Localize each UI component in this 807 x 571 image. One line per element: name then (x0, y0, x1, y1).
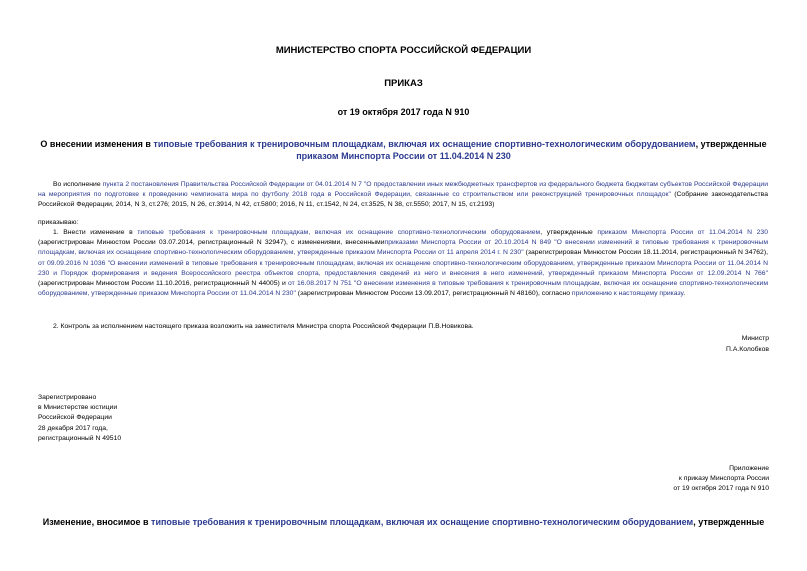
title-prefix: О внесении изменения в (40, 139, 154, 149)
preamble-text-1: Во исполнение (53, 181, 103, 188)
title-link-requirements[interactable]: типовые требования к тренировочным площадкам, включая их оснащение спортивно-технологическим оборудованием (153, 139, 696, 149)
item1-text-1: 1. Внести изменение в (53, 229, 138, 236)
date-number-heading: от 19 октября 2017 года N 910 (337, 107, 470, 117)
registration-line-5: регистрационный N 49510 (38, 434, 122, 442)
item-2-paragraph: 2. Контроль за исполнением настоящего приказа возложить на заместителя Министра спорта Российской Федерации П.В.Новикова. (53, 323, 474, 330)
appendix-line-2: к приказу Минспорта России (678, 475, 769, 483)
item1-link-order-849[interactable]: приказами Минспорта России от 20.10.2014 N 849 "О внесении изменений в типовые требования к тренировочным площадкам, включая их оснащение спортивно-технологическим оборудованием, утвержденные приказом Минспорта России от 11 апреля 2014 г. N 230" (38, 239, 768, 257)
preamble-paragraph (38, 180, 768, 211)
item1-link-requirements[interactable]: типовые требования к тренировочным площадкам, включая их оснащение спортивно-технологическим оборудованием (137, 229, 541, 236)
order-word: приказываю: (38, 219, 79, 226)
appendix-line-1: Приложение (729, 465, 769, 472)
item1-link-appendix[interactable]: приложению к настоящему приказу (571, 290, 684, 298)
preamble-link-decree[interactable]: пункта 2 постановления Правительства Российской Федерации от 04.01.2014 N 7 "О предоставлении иных межбюджетных трансфертов из федерального бюджета бюджетам субъектов Российской Федерации на мероприятия по подготовке к проведению чемпионата мира по футболу 2018 года в Российской Федерации, связанные со строительством или реконструкцией тренировочных площадок" (38, 181, 768, 199)
item1-text-2: , утвержденные (540, 229, 598, 236)
doc-type-heading: ПРИКАЗ (384, 78, 423, 89)
signature-position: Министр (741, 335, 769, 342)
registration-line-1: Зарегистрировано (38, 394, 97, 401)
appendix-block (673, 464, 769, 495)
registration-line-2: в Министерстве юстиции (38, 404, 118, 412)
registration-line-4: 28 декабря 2017 года, (38, 424, 108, 432)
item1-link-order-1036[interactable]: от 09.09.2016 N 1036 "О внесении изменений в типовые требования к тренировочным площадкам, включая их оснащение спортивно-технологическим оборудованием, утвержденные приказом Минспорта России от 11.04.2014 N 230 и Порядок формирования и ведения Всероссийского реестра объектов спорта, предоставления сведений из него и внесения в него изменений, утвержденный приказом Минспорта России от 12.09.2014 N 766" (38, 259, 768, 277)
item1-text-5: (зарегистрирован Минюстом России 11.10.2016, регистрационный N 44005) и (38, 280, 288, 288)
appendix-title (0, 517, 807, 527)
appendix-title-suffix: , утвержденные (693, 517, 765, 527)
appendix-title-prefix: Изменение, вносимое в (42, 517, 152, 527)
item1-link-order-751[interactable]: от 16.08.2017 N 751 "О внесении изменения в типовые требования к тренировочным площадкам, включая их оснащение спортивно-технологическим оборудованием, утвержденные приказом Минспорта России от 11.04.2014 N 230" (38, 280, 768, 298)
order-title (0, 138, 807, 162)
signature-block (726, 334, 769, 355)
title-middle: , утвержденные (695, 139, 767, 149)
item1-text-6: (зарегистрирован Минюстом России 13.09.2017, регистрационный N 48160), согласно (295, 290, 572, 298)
appendix-title-link[interactable]: типовые требования к тренировочным площадкам, включая их оснащение спортивно-технологическим оборудованием (151, 517, 694, 527)
title-link-order-230[interactable]: приказом Минспорта России от 11.04.2014 N 230 (296, 151, 511, 161)
preamble-text-2: (Собрание законодательства Российской Федерации, 2014, N 3, ст.276; 2015, N 26, ст.3914, N 42, ст.5800; 2016, N 11, ст.1542, N 24, ст.3525, N 38, ст.5550; 2017, N 15, ст.2193) (38, 191, 768, 209)
item1-link-order-230[interactable]: приказом Минспорта России от 11.04.2014 N 230 (597, 229, 768, 236)
ministry-heading: МИНИСТЕРСТВО СПОРТА РОССИЙСКОЙ ФЕДЕРАЦИИ (275, 45, 532, 56)
registration-line-3: Российской Федерации (38, 414, 112, 422)
registration-block (38, 393, 121, 444)
item1-text-4: (зарегистрирован Минюстом России 18.11.2014, регистрационный N 34762), (523, 249, 768, 257)
signature-name: П.А.Колобков (726, 345, 769, 353)
item1-text-3: (зарегистрирован Минюстом России 03.07.2014, регистрационный N 32947), с изменениями, внесенными (38, 239, 385, 247)
appendix-line-3: от 19 октября 2017 года N 910 (673, 485, 769, 493)
item-1-paragraph (38, 228, 768, 299)
item1-text-7: . (683, 290, 686, 298)
